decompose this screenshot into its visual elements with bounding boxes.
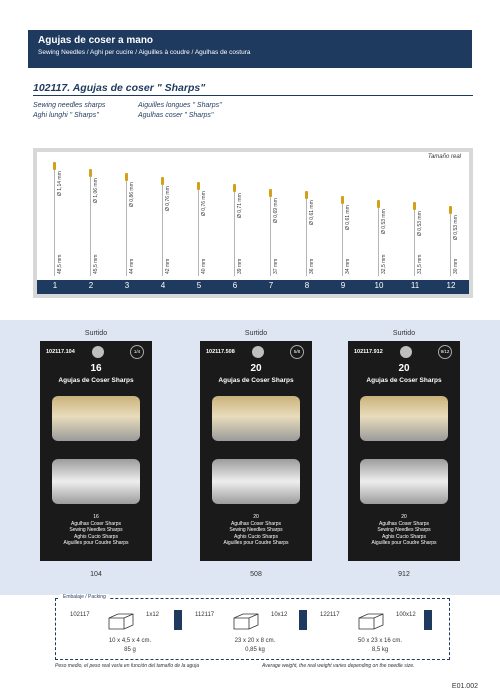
needle-image	[270, 189, 271, 276]
needle-eye	[197, 182, 200, 190]
needles-window-image	[360, 396, 448, 441]
needle-eye	[305, 191, 308, 199]
size-number: 5	[196, 281, 202, 290]
needle-sizes-chart	[37, 152, 469, 280]
header-subtitle: Sewing Needles / Aghi per cucire / Aiguilles à coudre / Agulhas de costura	[38, 49, 251, 56]
needle-length: 45,5 mm	[93, 254, 99, 274]
box-icon	[299, 610, 307, 630]
needle-eye	[233, 184, 236, 192]
needle-size-11	[397, 152, 433, 280]
needle-length: 32,5 mm	[381, 254, 387, 274]
pack-badge: 5/8	[290, 345, 304, 359]
needle-image	[306, 191, 307, 276]
needle-diameter: Ø 0,61 mm	[309, 200, 315, 226]
needle-eye	[449, 206, 452, 214]
needle-size-8	[289, 152, 325, 280]
pack-caption-line: Sewing Needles Sharps	[229, 527, 283, 533]
packing-qty: 1x12	[146, 612, 160, 618]
needle-length: 36 mm	[309, 258, 315, 274]
pack-caption	[40, 514, 152, 547]
box-icon	[174, 610, 182, 630]
needle-length: 31,5 mm	[417, 254, 423, 274]
pack-caption-line: Agulhas Coser Sharps	[70, 520, 122, 527]
needle-size-9	[325, 152, 361, 280]
pack-dot-icon	[92, 346, 104, 358]
name-pt: Agulhas coser " Sharps"	[138, 112, 214, 119]
needle-diameter: Ø 0,53 mm	[453, 214, 459, 240]
pack-code: 912	[398, 571, 410, 578]
needle-size-7	[253, 152, 289, 280]
pack-card	[200, 341, 312, 561]
size-number: 6	[232, 281, 238, 290]
page-reference: E01.002	[451, 683, 478, 690]
size-number: 9	[340, 281, 346, 290]
pack-caption-line: Aiguilles pour Coudre Sharps	[223, 540, 289, 546]
needle-pack-104	[40, 330, 152, 578]
needle-diameter: Ø 0,71 mm	[237, 193, 243, 219]
pack-caption-line: 20	[401, 514, 407, 520]
packing-ref: 122117	[320, 612, 340, 618]
pack-caption-line: 20	[253, 514, 259, 520]
pack-label: Surtido	[392, 330, 416, 337]
needle-eye	[413, 202, 416, 210]
note-en: Average weight, the real weight varies depending on the needle size.	[262, 663, 415, 669]
needle-diameter: Ø 1,06 mm	[93, 178, 99, 204]
size-number: 2	[88, 281, 94, 290]
needle-diameter: Ø 0,69 mm	[273, 198, 279, 224]
needle-pack-912	[348, 330, 460, 578]
needle-image	[234, 184, 235, 276]
size-number: 4	[160, 281, 166, 290]
needles-window-image	[212, 396, 300, 441]
name-fr: Aiguilles longues " Sharps"	[138, 102, 222, 109]
pack-caption-line: Agulhas Coser Sharps	[378, 520, 430, 527]
header-title: Agujas de coser a mano	[38, 35, 154, 46]
needle-image	[126, 173, 127, 276]
needle-image	[450, 206, 451, 277]
needle-diameter: Ø 0,76 mm	[201, 191, 207, 216]
needles-window-image-2	[52, 459, 140, 504]
pack-caption-line: Aiguilles pour Coudre Sharps	[371, 540, 437, 546]
pack-caption	[200, 514, 312, 547]
pack-ref: 102117.508	[206, 349, 235, 355]
packing-ref: 112117	[195, 612, 215, 618]
needle-size-3	[109, 152, 145, 280]
pack-code: 104	[90, 571, 102, 578]
packing-weight: 85 g	[124, 647, 136, 653]
catalog-header	[28, 30, 472, 68]
needle-size-6	[217, 152, 253, 280]
needle-size-12	[433, 152, 469, 280]
needle-length: 48,5 mm	[57, 254, 63, 274]
packing-qty: 100x12	[396, 612, 416, 618]
needle-image	[90, 169, 91, 276]
needle-length: 42 mm	[165, 258, 171, 274]
package-icon	[231, 612, 261, 630]
pack-dot-icon	[252, 346, 264, 358]
pack-label: Surtido	[244, 330, 268, 337]
pack-badge: 9/12	[438, 345, 452, 359]
size-number: 8	[304, 281, 310, 290]
needle-length: 39 mm	[237, 258, 243, 274]
needle-size-5	[181, 152, 217, 280]
packing-ref: 102117	[70, 612, 90, 618]
pack-caption-line: Aghis Cucio Sharps	[234, 533, 278, 540]
needle-diameter: Ø 0,76 mm	[165, 186, 171, 212]
box-icon	[424, 610, 432, 630]
pack-caption-line: Aghis Cucio Sharps	[74, 533, 118, 540]
name-en: Sewing needles sharps	[33, 102, 106, 109]
packing-item	[70, 610, 195, 655]
needle-eye	[341, 196, 344, 204]
needle-image	[378, 200, 379, 276]
needle-eye	[161, 177, 164, 185]
size-number: 7	[268, 281, 274, 290]
needle-eye	[269, 189, 272, 197]
needles-window-image	[52, 396, 140, 441]
pack-code: 508	[250, 571, 262, 578]
needle-sizes-panel	[33, 148, 473, 298]
packing-weight: 0,85 kg	[245, 647, 265, 653]
actual-size-label: Tamaño real	[427, 154, 461, 160]
needle-image	[414, 202, 415, 276]
size-number: 10	[374, 281, 384, 290]
needle-size-10	[361, 152, 397, 280]
pack-card	[348, 341, 460, 561]
needle-length: 30 mm	[453, 258, 459, 274]
packing-item	[195, 610, 320, 655]
size-number: 12	[446, 281, 456, 290]
needle-size-4	[145, 152, 181, 280]
pack-caption-line: Aiguilles pour Coudre Sharps	[63, 540, 129, 546]
package-icon	[356, 612, 386, 630]
pack-card	[40, 341, 152, 561]
needle-eye	[53, 162, 56, 170]
pack-badge: 1/4	[130, 345, 144, 359]
needle-image	[162, 177, 163, 276]
product-title: 102117. Agujas de coser " Sharps"	[33, 82, 206, 94]
needle-diameter: Ø 0,86 mm	[129, 181, 135, 207]
pack-caption-line: 16	[93, 514, 99, 520]
packing-label: Embalaje / Packing	[60, 594, 109, 600]
needle-eye	[125, 173, 128, 181]
packing-item	[320, 610, 445, 655]
note-es: Peso medio, el peso real varía en función del tamaño de la aguja	[55, 663, 199, 669]
needle-size-1	[37, 152, 73, 280]
needle-image	[342, 196, 343, 276]
pack-caption-line: Aghis Cucio Sharps	[382, 533, 426, 540]
needle-pack-508	[200, 330, 312, 578]
pack-count: 20	[398, 363, 410, 374]
needle-diameter: Ø 0,61 mm	[345, 205, 351, 231]
needle-eye	[377, 200, 380, 208]
needle-length: 34 mm	[345, 258, 351, 274]
pack-caption-line: Sewing Needles Sharps	[377, 527, 431, 533]
needle-image	[54, 162, 55, 276]
needle-image	[198, 182, 199, 276]
needle-diameter: Ø 0,53 mm	[417, 211, 423, 236]
needle-size-2	[73, 152, 109, 280]
needle-eye	[89, 169, 92, 177]
title-divider	[33, 95, 473, 96]
size-number: 1	[52, 281, 58, 290]
pack-count: 16	[90, 363, 102, 374]
needle-diameter: Ø 0,53 mm	[381, 208, 387, 234]
size-number: 11	[410, 281, 420, 290]
product-names	[33, 101, 222, 121]
name-it: Aghi lunghi " Sharps"	[33, 112, 99, 119]
needles-window-image-2	[360, 459, 448, 504]
pack-ref: 102117.104	[46, 349, 75, 355]
needle-length: 44 mm	[129, 258, 135, 274]
package-icon	[106, 612, 136, 630]
packing-dims: 50 x 23 x 16 cm.	[357, 638, 403, 644]
pack-caption	[348, 514, 460, 547]
pack-name: Agujas de Coser Sharps	[58, 377, 134, 384]
needle-length: 37 mm	[273, 258, 279, 274]
size-number-bar	[37, 280, 469, 294]
needles-window-image-2	[212, 459, 300, 504]
pack-ref: 102117.912	[354, 349, 383, 355]
packing-dims: 23 x 20 x 8 cm.	[234, 638, 276, 644]
packing-dims: 10 x 4,5 x 4 cm.	[108, 638, 152, 644]
pack-label: Surtido	[84, 330, 108, 337]
packing-weight: 8,5 kg	[371, 647, 389, 653]
pack-name: Agujas de Coser Sharps	[218, 377, 294, 384]
pack-caption-line: Agulhas Coser Sharps	[230, 520, 282, 527]
pack-count: 20	[250, 363, 262, 374]
pack-name: Agujas de Coser Sharps	[366, 377, 442, 384]
needle-diameter: Ø 1,14 mm	[57, 171, 63, 197]
pack-caption-line: Sewing Needles Sharps	[69, 527, 123, 533]
size-number: 3	[124, 281, 130, 290]
needle-length: 40 mm	[201, 258, 207, 274]
packing-qty: 10x12	[271, 612, 288, 618]
pack-dot-icon	[400, 346, 412, 358]
